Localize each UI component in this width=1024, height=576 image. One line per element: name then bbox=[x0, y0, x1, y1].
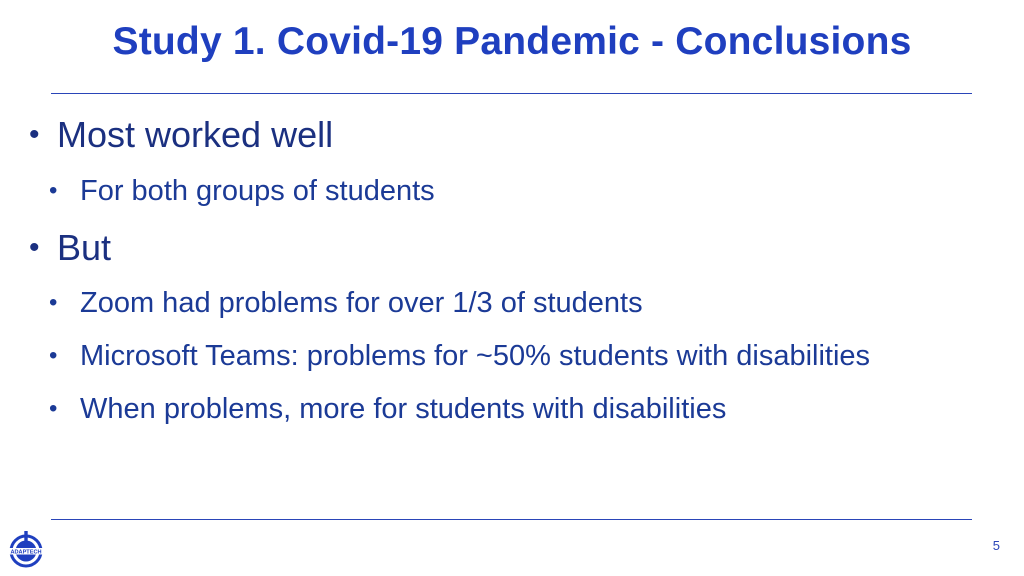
bottom-divider bbox=[51, 519, 972, 520]
slide-title: Study 1. Covid-19 Pandemic - Conclusions bbox=[112, 20, 912, 63]
svg-text:ADAPTECH: ADAPTECH bbox=[10, 549, 42, 556]
top-divider bbox=[51, 93, 972, 94]
bullet-dot-icon: • bbox=[29, 231, 40, 264]
bullet-dot-icon: • bbox=[29, 118, 40, 151]
bullet-text: Most worked well bbox=[57, 114, 334, 155]
bullet-dot-icon: • bbox=[49, 177, 58, 204]
bullet-dot-icon: • bbox=[49, 395, 58, 422]
bullet-text: Zoom had problems for over 1/3 of students bbox=[80, 287, 643, 319]
bullet-text: When problems, more for students with disabilities bbox=[80, 393, 727, 425]
bullet-dot-icon: • bbox=[49, 342, 58, 369]
bullet-text: But bbox=[57, 227, 112, 268]
page-number: 5 bbox=[992, 538, 1000, 553]
bullet-text: Microsoft Teams: problems for ~50% students with disabilities bbox=[80, 340, 871, 372]
bullet-text: For both groups of students bbox=[80, 175, 435, 207]
bullet-dot-icon: • bbox=[49, 289, 58, 316]
adaptech-logo-icon bbox=[6, 528, 46, 568]
